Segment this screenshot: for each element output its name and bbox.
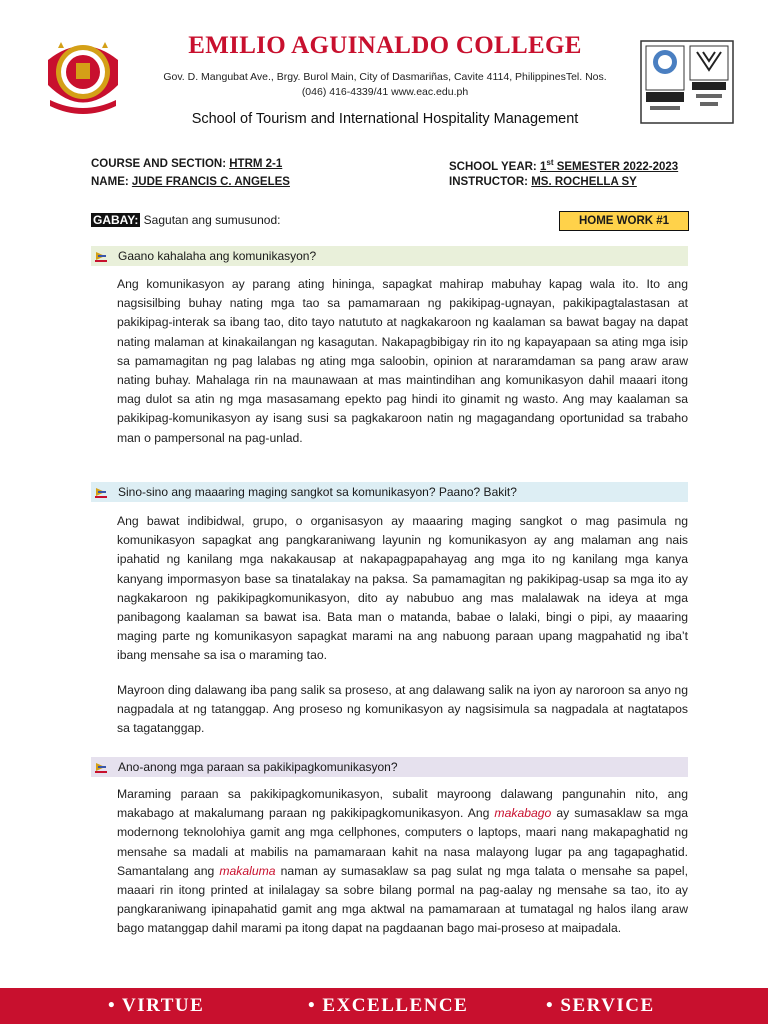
- question-3-text: Ano-anong mga paraan sa pakikipagkomunikasyon?: [118, 760, 398, 774]
- course-and-section: [91, 158, 282, 170]
- address-line-2: (046) 416-4339/41 www.eac.edu.ph: [301, 86, 469, 98]
- question-2: [91, 482, 688, 502]
- answer-1: Ang komunikasyon ay parang ating hininga, sapagkat mahirap mabuhay kapag wala ito. Ito ang nagsisilbing buhay nating mga tao sa pamamaraan ng pakikipag-ugnayan, pakikipagtalastasan at pakikipag-interak sa ibang tao, dito tayo natututo at nagkakaroon ng kaalaman sa bawat bagay na dapat nating malaman at kinakailangan ng kasagutan. Nakapagbibigay rin ito ng kapayapaan sa ating mga isip sa pamamagitan ng pag lalabas ng ating mga saloobin, opinion at nararamdaman sa pang araw araw nating buhay. Mahalaga rin na maunawaan at mas maintindihan ang komunikasyon dahil maaari itong mag dulot sa atin ng mga masasamang epekto pag hindi ito ginamit ng wasto. Ang may kaalaman sa pakikipag-komunikasyon ay isang susi sa pagkakaroon natin ng magagandang oportunidad sa trabaho man o pampersonal na pag-unlad.: [117, 277, 688, 445]
- year-label: SCHOOL YEAR:: [449, 160, 537, 173]
- instruction-line: [91, 213, 280, 227]
- school-year: [449, 158, 678, 173]
- college-name: EMILIO AGUINALDO COLLEGE: [188, 32, 582, 59]
- footer-virtue: • VIRTUE: [108, 995, 205, 1016]
- course-value: HTRM 2-1: [229, 158, 283, 170]
- emphasis-makaluma: makaluma: [219, 863, 276, 878]
- gabay-label: GABAY:: [93, 213, 139, 227]
- iso-ukas-certification-icon: [640, 40, 734, 124]
- question-1-text: Gaano kahalaha ang komunikasyon?: [118, 249, 317, 263]
- instructor: [449, 176, 637, 188]
- emphasis-makabago: makabago: [494, 806, 552, 821]
- instructor-value: MS. ROCHELLA SY: [531, 176, 637, 188]
- name-value: JUDE FRANCIS C. ANGELES: [131, 176, 290, 188]
- course-label: COURSE AND SECTION:: [91, 158, 227, 170]
- answer-2: Ang bawat indibidwal, grupo, o organisasyon ay maaaring maging sangkot o mag pasimula ng komunikasyon sapagkat ang pangkaraniwang layunin ng komunikasyon ay ang malaman ang nais ipahatid ng kanilang mga nakakausap at nakapagpapahayag ang mga ito ng kanilang mga kanya kanyang impormasyon base sa tinatalakay na paksa. Sa pamamagitan ng pakikipag-usap sa mga ito ay nagkakaroon ng pakikipagkomunikasyon, dito ay nabubuo ang mas malalawak na ideya at mga panibagong kaalaman sa bawat isa. Bata man o matanda, babae o lalaki, bingi o pipi, ay maaaring maging parte ng komunikasyon sapagkat marami na ang nabuong paraan upang magpahatid ng iba’t ibang mensahe sa isa o maraming tao.: [117, 514, 688, 663]
- address-line-1: Gov. D. Mangubat Ave., Brgy. Burol Main, City of Dasmariñas, Cavite 4114, PhilippinesTel. Nos.: [163, 71, 607, 83]
- footer-excellence: • EXCELLENCE: [308, 995, 469, 1016]
- instructor-label: INSTRUCTOR:: [449, 176, 529, 188]
- arrow-bullet-icon: [95, 250, 107, 262]
- question-2-text: Sino-sino ang maaaring maging sangkot sa komunikasyon? Paano? Bakit?: [118, 485, 517, 499]
- college-seal-icon: [38, 30, 128, 120]
- answer-3: Maraming paraan sa pakikipagkomunikasyon, subalit mayroong dalawang pangunahin nito, ang makabago at makalumang paraan ng pakikipagkomunikasyon. Ang makabago ay sumasaklaw sa mga modernong teknolohiya gamit ang mga cellphones, computers o laptops, maari nang makapaghatid ng mensahe sa madali at mabilis na pamamaraan kahit na nasa malayong lugar pa ang tagapaghatid. Samantalang ang makaluma naman ay sumasaklaw sa pag sulat ng mga talata o mensahe sa papel, maaari rin itong printed at inilalagay sa sobre bilang pormal na pag-aalay ng mensahe sa tao, ito ay pangkaraniwang ipinapahatid gamit ang mga aktwal na pamamaraan at tumatagal ng halos ilang araw bago matanggap dahil marami pa itong dapat na pagdaanan bago mai-proseso at maipadala.: [117, 787, 688, 936]
- school-name: School of Tourism and International Hospitality Management: [191, 111, 579, 127]
- student-name: [91, 176, 290, 188]
- name-label: NAME:: [91, 176, 129, 188]
- question-3: [91, 757, 688, 777]
- question-1: [91, 246, 688, 266]
- arrow-bullet-icon: [95, 761, 107, 773]
- answer-2b: Mayroon ding dalawang iba pang salik sa proseso, at ang dalawang salik na iyon ay naroroon sa anyo ng nagpadala at ng tatanggap. Ang proseso ng komunikasyon ay nagsisimula sa nagpadala at nagtatapos sa tagatanggap.: [117, 683, 688, 736]
- homework-badge: HOME WORK #1: [559, 211, 689, 231]
- college-address: [140, 70, 630, 100]
- year-value: 1st SEMESTER 2022-2023: [539, 158, 679, 173]
- gabay-text: Sagutan ang sumusunod:: [140, 213, 281, 227]
- footer-service: • SERVICE: [546, 995, 655, 1016]
- arrow-bullet-icon: [95, 486, 107, 498]
